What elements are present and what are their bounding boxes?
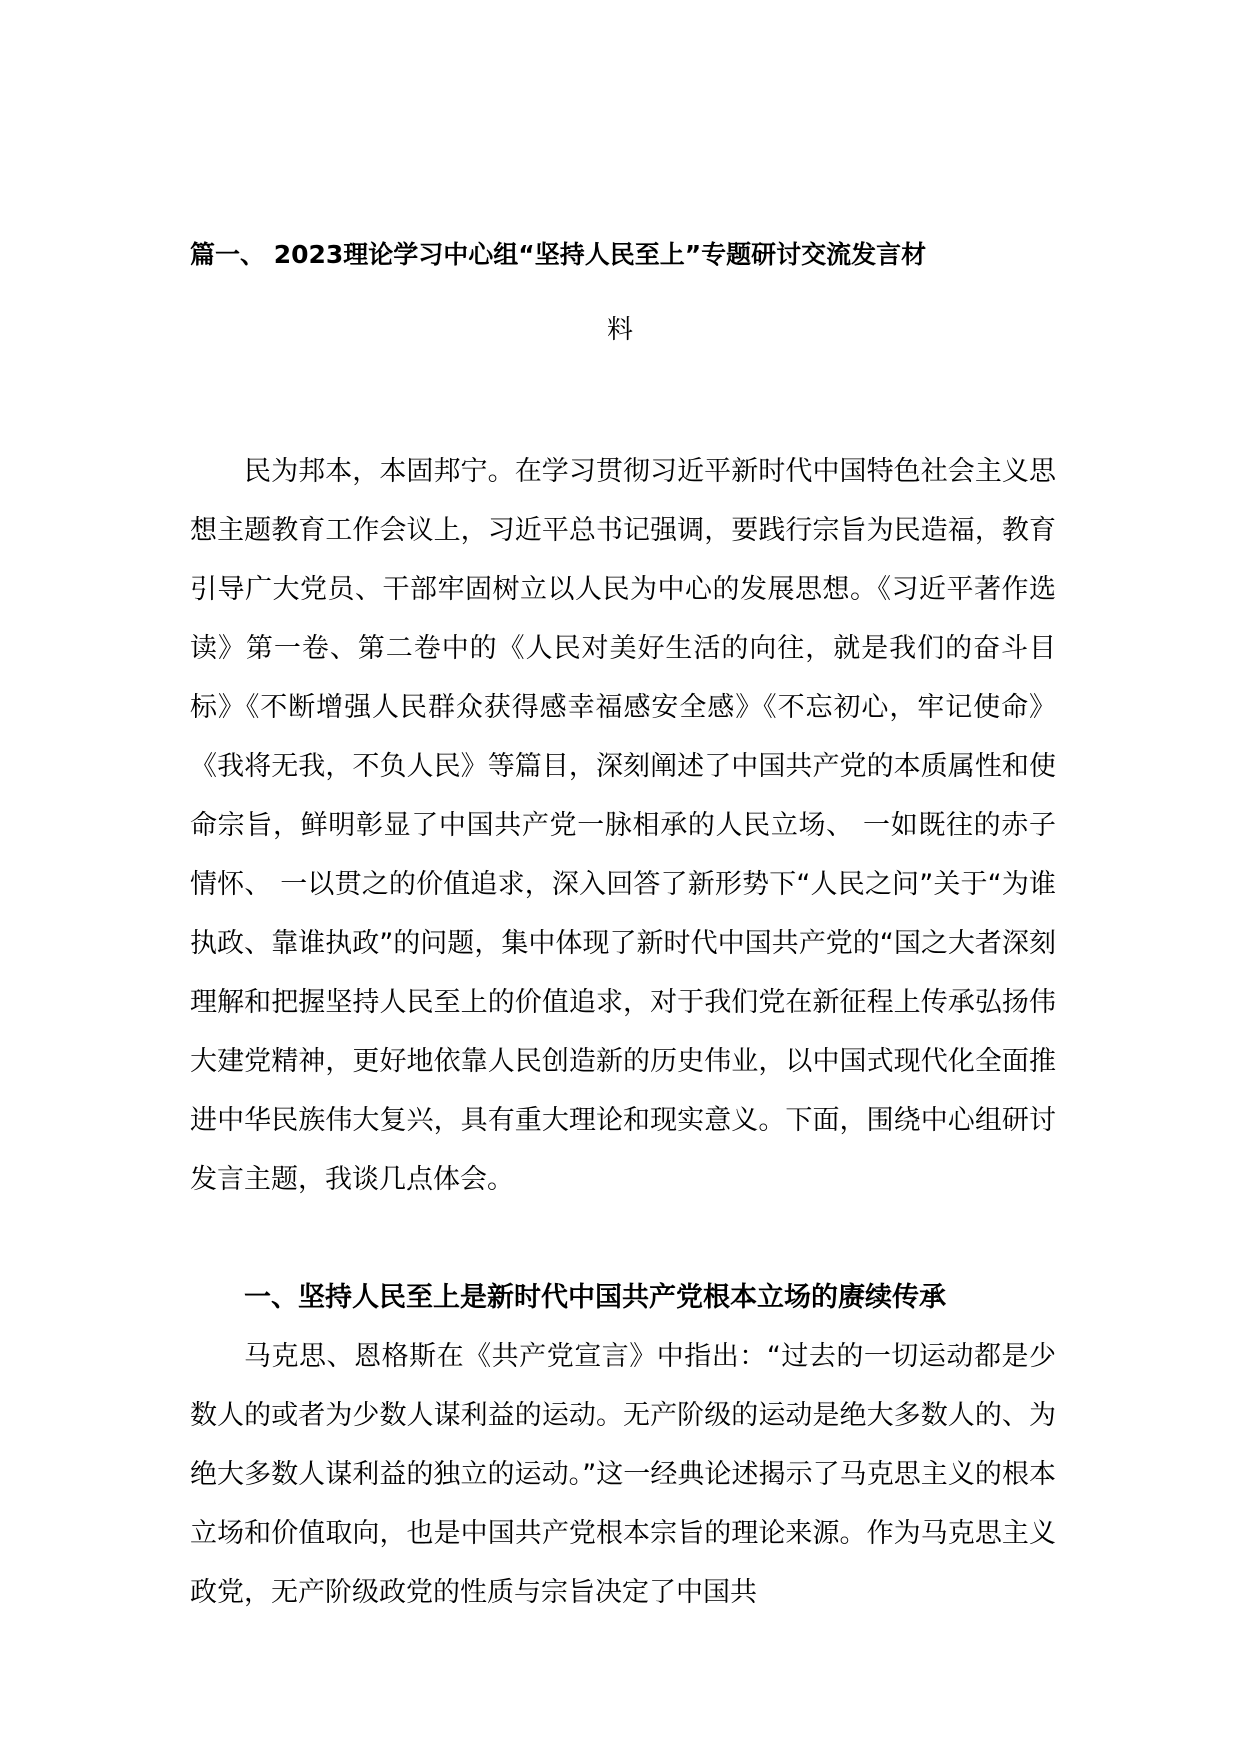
section-heading-1: 一、坚持人民至上是新时代中国共产党根本立场的赓续传承	[244, 1282, 946, 1313]
section-1-paragraph: 马克思、恩格斯在《共产党宣言》中指出：“过去的一切运动都是少数人的或者为少数人谋利益的运动。无产阶级的运动是绝大多数人的、为绝大多数人谋利益的独立的运动。”这一经典论述揭示了马克思主义的根本立场和价值取向，也是中国共产党根本宗旨的理论来源。作为马克思主义政党，无产阶级政党的性质与宗旨决定了中国共	[190, 1341, 1056, 1608]
document-title-line-2: 料	[606, 315, 633, 345]
intro-paragraph: 民为邦本，本固邦宁。在学习贯彻习近平新时代中国特色社会主义思想主题教育工作会议上，习近平总书记强调，要践行宗旨为民造福，教育引导广大党员、干部牢固树立以人民为中心的发展思想。《习近平著作选读》第一卷、第二卷中的《人民对美好生活的向往，就是我们的奋斗目标》《不断增强人民群众获得感幸福感安全感》《不忘初心，牢记使命》《我将无我，不负人民》等篇目，深刻阐述了中国共产党的本质属性和使命宗旨，鲜明彰显了中国共产党一脉相承的人民立场、 一如既往的赤子情怀、 一以贯之的价值追求，深入回答了新形势下“人民之问”关于“为谁执政、靠谁执政”的问题，集中体现了新时代中国共产党的“国之大者深刻理解和把握坚持人民至上的价值追求，对于我们党在新征程上传承弘扬伟大建党精神，更好地依靠人民创造新的历史伟业，以中国式现代化全面推进中华民族伟大复兴，具有重大理论和现实意义。下面，围绕中心组研讨发言主题，我谈几点体会。	[190, 456, 1056, 1195]
document-title-line-1: 篇一、 2023理论学习中心组“坚持人民至上”专题研讨交流发言材	[190, 240, 927, 269]
